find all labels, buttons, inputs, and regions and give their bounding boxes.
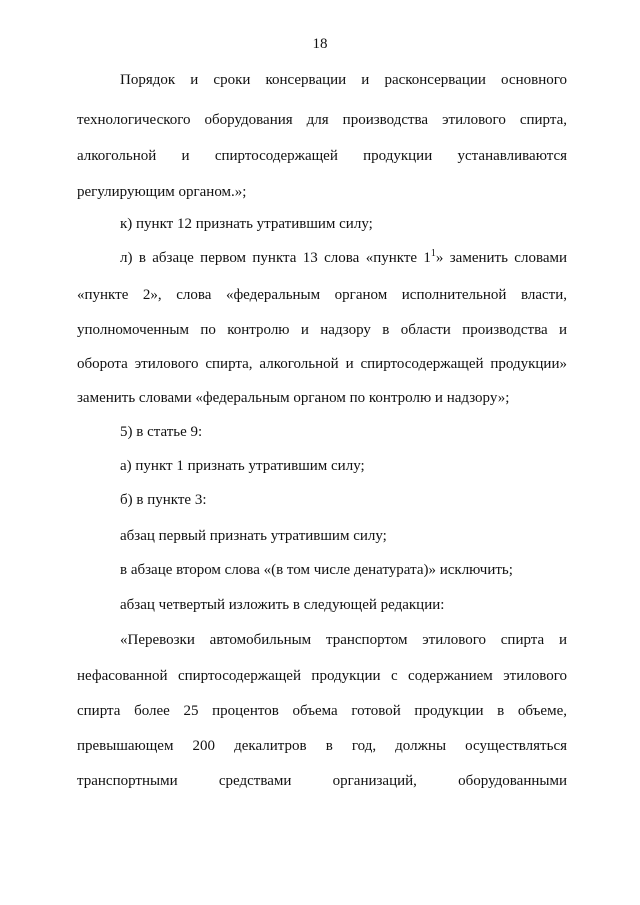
paragraph-line: б) в пункте 3: — [120, 492, 207, 508]
paragraph-line: уполномоченным по контролю и надзору в области производства и — [77, 322, 567, 338]
paragraph-line: 5) в статье 9: — [120, 424, 203, 440]
paragraph-line: абзац четвертый изложить в следующей редакции: — [120, 597, 445, 613]
line-text-part: » заменить словами — [435, 250, 568, 266]
paragraph-line: спирта более 25 процентов объема готовой продукции в объеме, — [77, 703, 567, 719]
paragraph-line: заменить словами «федеральным органом по контролю и надзору»; — [77, 390, 510, 406]
page-number: 18 — [312, 36, 328, 52]
paragraph-line: оборота этилового спирта, алкогольной и спиртосодержащей продукции» — [77, 356, 567, 372]
paragraph-line: а) пункт 1 признать утратившим силу; — [120, 458, 365, 474]
paragraph-line: транспортными средствами организаций, оборудованными — [77, 773, 567, 789]
paragraph-line: Порядок и сроки консервации и расконсервации основного — [120, 72, 567, 88]
paragraph-line: технологического оборудования для производства этилового спирта, — [77, 112, 567, 128]
paragraph-line-with-superscript — [120, 248, 567, 268]
paragraph-line: к) пункт 12 признать утратившим силу; — [120, 216, 373, 232]
paragraph-line: «пункте 2», слова «федеральным органом исполнительной власти, — [77, 287, 567, 303]
paragraph-line: нефасованной спиртосодержащей продукции с содержанием этилового — [77, 668, 567, 684]
paragraph-line: превышающем 200 декалитров в год, должны осуществляться — [77, 738, 567, 754]
paragraph-line: алкогольной и спиртосодержащей продукции устанавливаются — [77, 148, 567, 164]
paragraph-line: абзац первый признать утратившим силу; — [120, 528, 387, 544]
paragraph-line: в абзаце втором слова «(в том числе денатурата)» исключить; — [120, 562, 513, 578]
line-text-part: л) в абзаце первом пункта 13 слова «пункте 1 — [120, 250, 431, 266]
superscript: 1 — [430, 248, 436, 259]
paragraph-line: регулирующим органом.»; — [77, 184, 247, 200]
paragraph-line: «Перевозки автомобильным транспортом этилового спирта и — [120, 632, 567, 648]
